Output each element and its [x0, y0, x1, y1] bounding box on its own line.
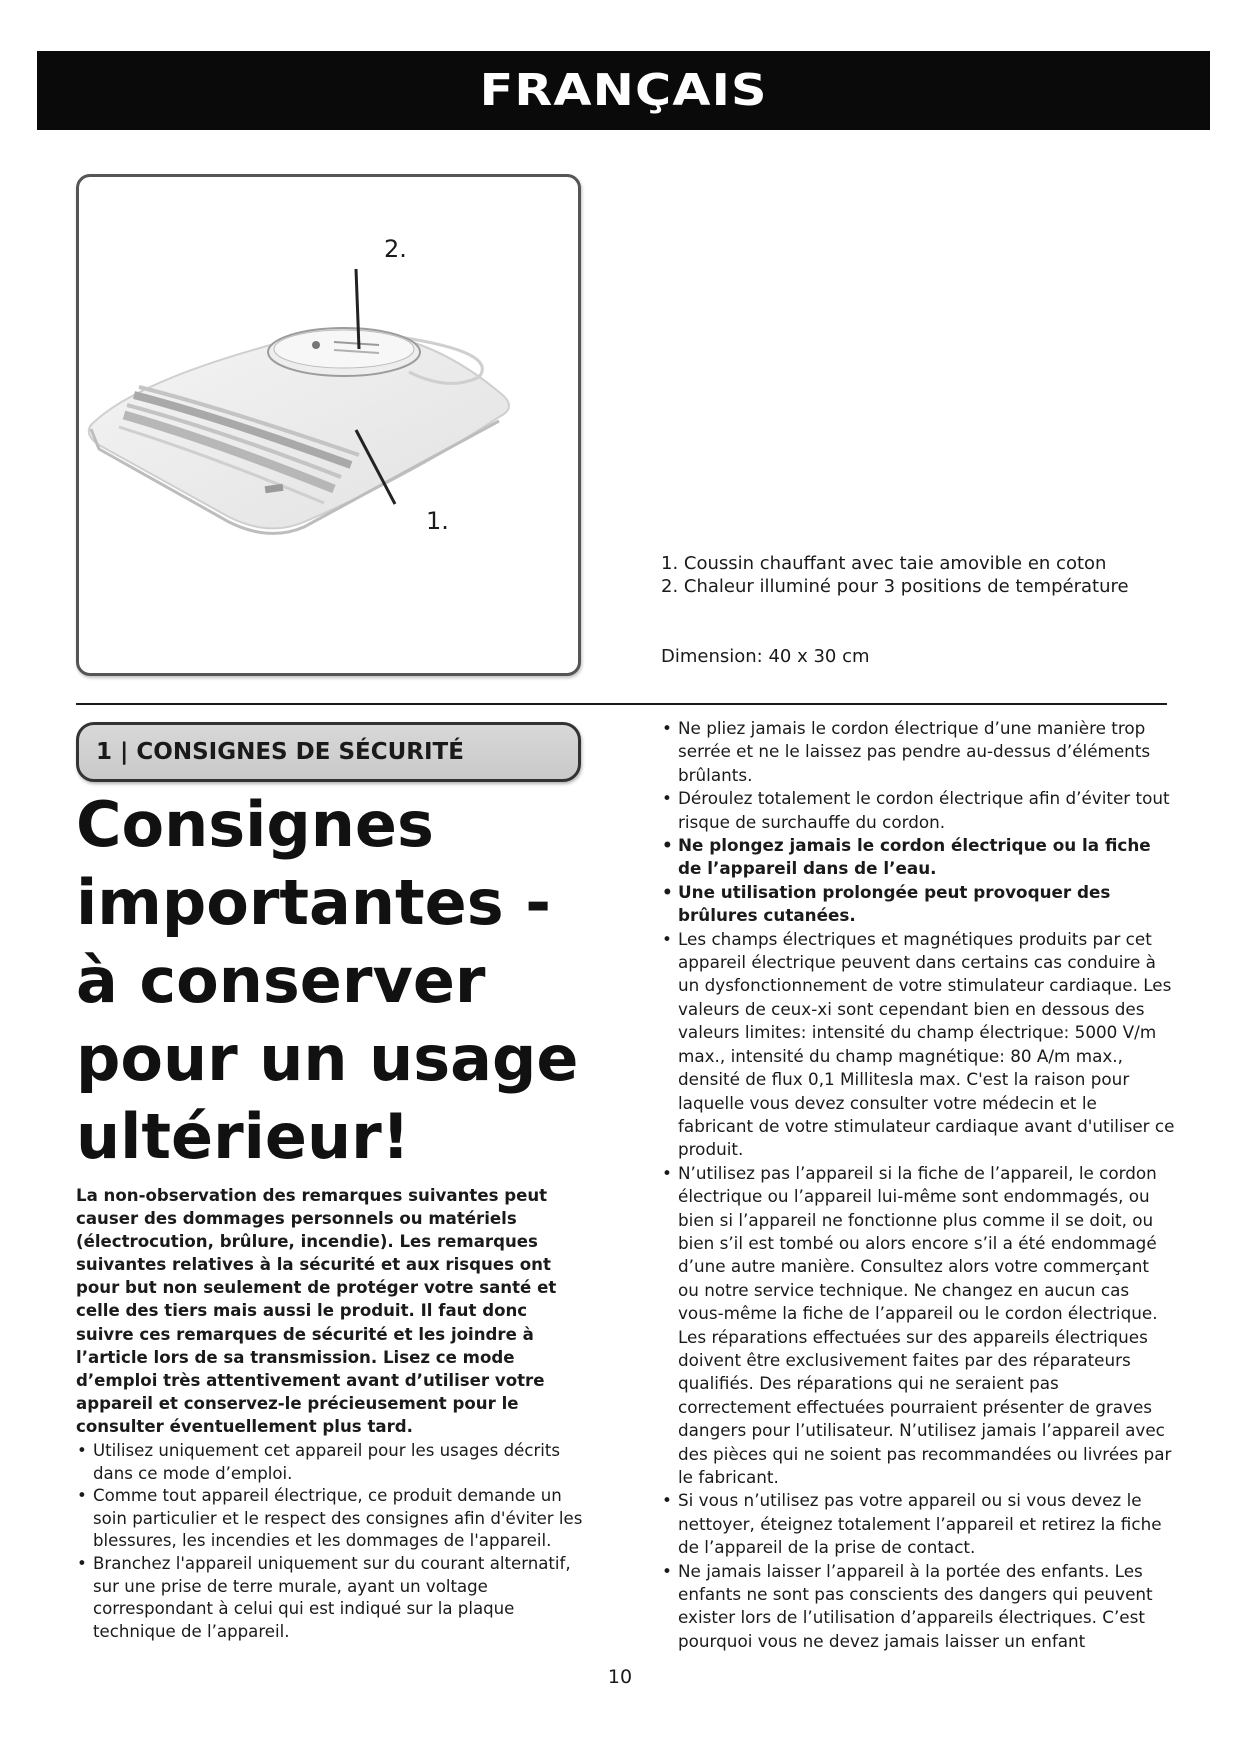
section-divider — [76, 703, 1167, 705]
figure-caption-2: 2. Chaleur illuminé pour 3 positions de température — [661, 576, 1129, 597]
list-item-bold: • Une utilisation prolongée peut provoquer des brûlures cutanées. — [661, 881, 1175, 928]
language-header-bar — [37, 51, 1210, 130]
page-title: Consignes importantes - à conserver pour un usage ultérieur! — [76, 788, 579, 1173]
list-item: • Utilisez uniquement cet appareil pour les usages décrits dans ce mode d’emploi. — [76, 1440, 592, 1485]
language-title: FRANÇAIS — [479, 65, 768, 116]
right-safety-list — [661, 717, 1175, 1653]
section-label: 1 | CONSIGNES DE SÉCURITÉ — [96, 739, 464, 765]
list-item: • Si vous n’utilisez pas votre appareil ou si vous devez le nettoyer, éteignez totalement l’appareil et retirez la fiche de l’appareil de la prise de contact. — [661, 1489, 1175, 1559]
product-figure-frame — [76, 174, 581, 676]
section-heading-pill — [76, 722, 581, 782]
list-item: • Branchez l'appareil uniquement sur du courant alternatif, sur une prise de terre murale, ayant un voltage correspondant à celui qui est indiqué sur la plaque technique de l’appareil. — [76, 1553, 592, 1643]
heating-pad-illustration — [79, 177, 578, 673]
dimension-text: Dimension: 40 x 30 cm — [661, 646, 870, 667]
list-item: • N’utilisez pas l’appareil si la fiche de l’appareil, le cordon électrique ou l’appareil lui-même sont endommagés, ou bien si l’appareil ne fonctionne plus comme il se doit, ou bien s’il est tombé ou alors encore s’il a été endommagé d’une autre manière. Consultez alors votre commerçant ou notre service technique. Ne changez en aucun cas vous-même la fiche de l’appareil ou le cordon électrique. Les réparations effectuées sur des appareils électriques doivent être exclusivement faites par des réparateurs qualifiés. Des réparations qui ne seraient pas correctement effectuées pourraient présenter de graves dangers pour l’utilisateur. N’utilisez jamais l’appareil avec des pièces qui ne soient pas recommandées ou livrées par le fabricant. — [661, 1162, 1175, 1490]
left-safety-list — [76, 1440, 592, 1643]
list-item: • Déroulez totalement le cordon électrique afin d’éviter tout risque de surchauffe du cordon. — [661, 787, 1175, 834]
intro-warning-paragraph: La non-observation des remarques suivantes peut causer des dommages personnels ou matériels (électrocution, brûlure, incendie). Les remarques suivantes relatives à la sécurité et aux risques ont pour but non seulement de protéger votre santé et celle des tiers mais aussi le produit. Il faut donc suivre ces remarques de sécurité et les joindre à l’article lors de sa transmission. Lisez ce mode d’emploi très attentivement avant d’utiliser votre appareil et conservez-le précieusement pour le consulter éventuellement plus tard. — [76, 1186, 557, 1436]
figure-caption-1: 1. Coussin chauffant avec taie amovible en coton — [661, 553, 1107, 574]
list-item: • Ne pliez jamais le cordon électrique d’une manière trop serrée et ne le laissez pas pendre au-dessus d’éléments brûlants. — [661, 717, 1175, 787]
list-item: • Les champs électriques et magnétiques produits par cet appareil électrique peuvent dans certains cas conduire à un dysfonctionnement de votre stimulateur cardiaque. Les valeurs de ceux-xi sont cependant bien en dessous des valeurs limites: intensité du champ électrique: 5000 V/m max., intensité du champ magnétique: 80 A/m max., densité de flux 0,1 Millitesla max. C'est la raison pour laquelle vous devez consulter votre médecin et le fabricant de votre stimulateur cardiaque avant d'utiliser ce produit. — [661, 928, 1175, 1162]
list-item-bold: • Ne plongez jamais le cordon électrique ou la fiche de l’appareil dans de l’eau. — [661, 834, 1175, 881]
controller-icon — [268, 328, 420, 376]
list-item: • Comme tout appareil électrique, ce produit demande un soin particulier et le respect des consignes afin d'éviter les blessures, les incendies et les dommages de l'appareil. — [76, 1485, 592, 1553]
callout-2-label: 2. — [384, 235, 407, 263]
list-item: • Ne jamais laisser l’appareil à la portée des enfants. Les enfants ne sont pas conscients des dangers qui peuvent exister lors de l’utilisation d’appareils électriques. C’est pourquoi vous ne devez jamais laisser un enfant — [661, 1560, 1175, 1654]
callout-1-label: 1. — [426, 507, 449, 535]
page-number: 10 — [607, 1666, 633, 1688]
